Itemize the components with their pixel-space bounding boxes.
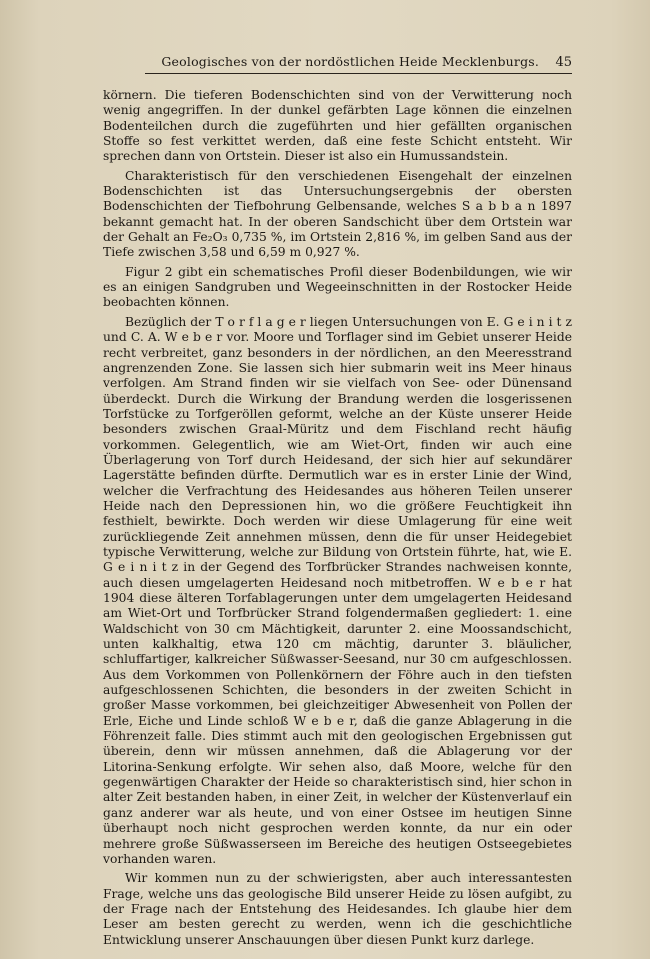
running-title: Geologisches von der nordöstlichen Heide Mecklenburgs.	[161, 54, 540, 69]
paragraph-2: Charakteristisch für den verschiedenen Eisengehalt der einzelnen Bodenschichten ist das Untersuchungsergebnis der obersten Bodenschichten der Tiefbohrung Gelbensande, welches S a b b a n 1897 bekannt gemacht hat. In der oberen Sandschicht über dem Ortstein war der Gehalt an Fe₂O₃ 0,735 %, im Ortstein 2,816 %, im gelben Sand aus der Tiefe zwischen 3,58 und 6,59 m 0,927 %.	[103, 168, 572, 260]
body-text	[103, 88, 572, 948]
paragraph-1: körnern. Die tieferen Bodenschichten sind von der Verwitterung noch wenig angegriffen. In der dunkel gefärbten Lage können die einzelnen Bodenteilchen durch die zugeführten und hier gefällten organischen Stoffe so fest verkittet werden, daß eine feste Schicht entsteht. Wir sprechen dann von Ortstein. Dieser ist also ein Humussandstein.	[103, 88, 572, 164]
page-number: 45	[555, 55, 572, 70]
paragraph-4: Bezüglich der T o r f l a g e r liegen Untersuchungen von E. G e i n i t z und C. A. W e b e r vor. Moore und Torflager sind im Gebiet unserer Heide recht verbreitet, ganz besonders in der nördlichen, an den Meeresstrand angrenzenden Zone. Sie lassen sich hier submarin weit ins Meer hinaus verfolgen. Am Strand finden wir sie vielfach von See- oder Dünensand überdeckt. Durch die Wirkung der Brandung werden die losgerissenen Torfstücke zu Torfgeröllen geformt, welche an der Küste unserer Heide besonders zwischen Graal-Müritz und dem Fischland recht häufig vorkommen. Gelegentlich, wie am Wiet-Ort, finden wir auch eine Überlagerung von Torf durch Heidesand, der sich hier auf sekundärer Lagerstätte befinden dürfte. Dermutlich war es in erster Linie der Wind, welcher die Verfrachtung des Heidesandes aus höheren Teilen unserer Heide nach den Depressionen hin, wo die größere Feuchtigkeit ihn festhielt, bewirkte. Doch werden wir diese Umlagerung für eine weit zurückliegende Zeit annehmen müssen, denn die für unser Heidegebiet typische Verwitterung, welche zur Bildung von Ortstein führte, hat, wie E. G e i n i t z in der Gegend des Torfbrücker Strandes nachweisen konnte, auch diesen umgelagerten Heidesand noch mitbetroffen. W e b e r hat 1904 diese älteren Torfablagerungen unter dem umgelagerten Heidesand am Wiet-Ort und Torfbrücker Strand folgendermaßen gegliedert: 1. eine Waldschicht von 30 cm Mächtigkeit, darunter 2. eine Moossandschicht, unten kalkhaltig, etwa 120 cm mächtig, darunter 3. bläulicher, schluffartiger, kalkreicher Süßwasser-Seesand, nur 30 cm aufgeschlossen. Aus dem Vorkommen von Pollenkörnern der Föhre auch in den tiefsten aufgeschlossenen Schichten, die besonders in der zweiten Schicht in großer Masse vorkommen, bei gleichzeitiger Abwesenheit von Pollen der Erle, Eiche und Linde schloß W e b e r, daß die ganze Ablagerung in die Föhrenzeit falle. Dies stimmt auch mit den geologischen Ergebnissen gut überein, denn wir müssen annehmen, daß die Ablagerung vor der Litorina-Senkung erfolgte. Wir sehen also, daß Moore, welche für den gegenwärtigen Charakter der Heide so charakteristisch sind, hier schon in alter Zeit bestanden haben, in einer Zeit, in welcher der Küstenverlauf ein ganz anderer war als heute, und von einer Ostsee im heutigen Sinne überhaupt noch nicht gesprochen werden konnte, da nur ein oder mehrere große Süßwasserseen im Bereiche des heutigen Ostseegebietes vorhanden waren.	[103, 314, 572, 866]
paragraph-3: Figur 2 gibt ein schematisches Profil dieser Bodenbildungen, wie wir es an einigen Sandgruben und Wegeeinschnitten in der Rostocker Heide beobachten können.	[103, 264, 572, 310]
paragraph-5: Wir kommen nun zu der schwierigsten, aber auch interessantesten Frage, welche uns das geologische Bild unserer Heide zu lösen aufgibt, zu der Frage nach der Entstehung des Heidesandes. Ich glaube hier dem Leser am besten gerecht zu werden, wenn ich die geschichtliche Entwicklung unserer Anschauungen über diesen Punkt kurz darlege.	[103, 871, 572, 947]
page-header	[145, 54, 572, 74]
